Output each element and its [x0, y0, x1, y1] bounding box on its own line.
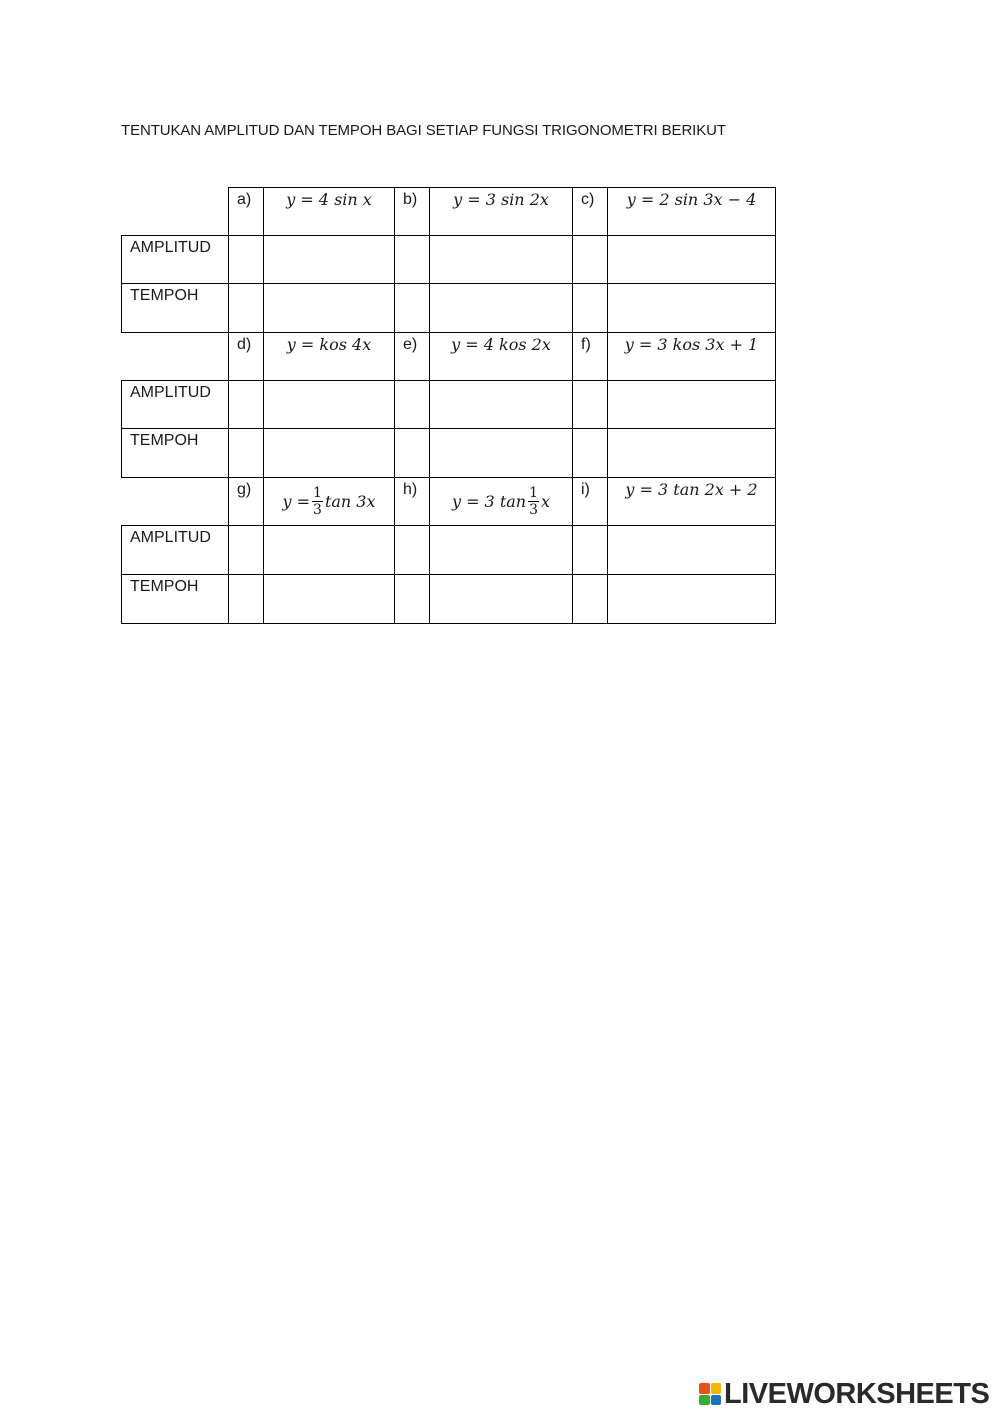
- tempoh-label: TEMPOH: [121, 283, 229, 333]
- formula-e: y = 4 kos 2x: [429, 332, 573, 381]
- formula-i: y = 3 tan 2x + 2: [607, 477, 776, 526]
- letter-spacer: [572, 428, 608, 478]
- letter-spacer: [228, 428, 264, 478]
- answer-amplitud-d[interactable]: [263, 380, 395, 429]
- fraction-denominator: 3: [313, 501, 322, 518]
- answer-amplitud-a[interactable]: [263, 235, 395, 284]
- fraction-numerator: 1: [313, 484, 322, 501]
- fraction: [312, 485, 323, 518]
- logo-square: [699, 1383, 710, 1394]
- letter-spacer: [572, 380, 608, 429]
- answer-tempoh-d[interactable]: [263, 428, 395, 478]
- formula-h-prefix: y = 3 tan: [451, 491, 527, 511]
- liveworksheets-logo-icon: [699, 1383, 721, 1405]
- letter-spacer: [394, 380, 430, 429]
- letter-spacer: [572, 525, 608, 575]
- answer-amplitud-c[interactable]: [607, 235, 776, 284]
- tempoh-label: TEMPOH: [121, 574, 229, 624]
- letter-spacer: [228, 235, 264, 284]
- formula-g: [263, 477, 395, 526]
- formula-d: y = kos 4x: [263, 332, 395, 381]
- letter-spacer: [572, 574, 608, 624]
- item-letter-d: d): [228, 332, 264, 381]
- answer-tempoh-e[interactable]: [429, 428, 573, 478]
- letter-spacer: [228, 283, 264, 333]
- formula-a: y = 4 sin x: [263, 187, 395, 236]
- answer-amplitud-b[interactable]: [429, 235, 573, 284]
- amplitud-label: AMPLITUD: [121, 380, 229, 429]
- letter-spacer: [228, 574, 264, 624]
- formula-f: y = 3 kos 3x + 1: [607, 332, 776, 381]
- letter-spacer: [394, 428, 430, 478]
- liveworksheets-brand: LIVEWORKSHEETS: [724, 1377, 990, 1410]
- letter-spacer: [394, 283, 430, 333]
- item-letter-a: a): [228, 187, 264, 236]
- formula-h: [429, 477, 573, 526]
- answer-tempoh-f[interactable]: [607, 428, 776, 478]
- answer-tempoh-i[interactable]: [607, 574, 776, 624]
- item-letter-c: c): [572, 187, 608, 236]
- item-letter-f: f): [572, 332, 608, 381]
- letter-spacer: [394, 525, 430, 575]
- formula-g-prefix: y =: [282, 491, 311, 511]
- answer-tempoh-a[interactable]: [263, 283, 395, 333]
- answer-tempoh-b[interactable]: [429, 283, 573, 333]
- letter-spacer: [228, 380, 264, 429]
- answer-amplitud-g[interactable]: [263, 525, 395, 575]
- formula-g-suffix: tan 3x: [324, 491, 376, 511]
- liveworksheets-logo: [699, 1379, 989, 1409]
- answer-amplitud-h[interactable]: [429, 525, 573, 575]
- fraction-denominator: 3: [529, 501, 539, 518]
- item-letter-e: e): [394, 332, 430, 381]
- answer-amplitud-e[interactable]: [429, 380, 573, 429]
- formula-c: y = 2 sin 3x − 4: [607, 187, 776, 236]
- answer-amplitud-i[interactable]: [607, 525, 776, 575]
- item-letter-i: i): [572, 477, 608, 526]
- item-letter-h: h): [394, 477, 430, 526]
- item-letter-b: b): [394, 187, 430, 236]
- trig-functions-table: [121, 187, 776, 624]
- amplitud-label: AMPLITUD: [121, 525, 229, 575]
- fraction-numerator: 1: [529, 484, 539, 501]
- letter-spacer: [394, 574, 430, 624]
- amplitud-label: AMPLITUD: [121, 235, 229, 284]
- letter-spacer: [394, 235, 430, 284]
- letter-spacer: [572, 283, 608, 333]
- letter-spacer: [572, 235, 608, 284]
- fraction: [528, 485, 539, 518]
- logo-square: [699, 1395, 710, 1406]
- tempoh-label: TEMPOH: [121, 428, 229, 478]
- formula-b: y = 3 sin 2x: [429, 187, 573, 236]
- answer-tempoh-c[interactable]: [607, 283, 776, 333]
- formula-h-suffix: x: [541, 491, 551, 511]
- item-letter-g: g): [228, 477, 264, 526]
- letter-spacer: [228, 525, 264, 575]
- logo-square: [711, 1383, 722, 1394]
- answer-tempoh-h[interactable]: [429, 574, 573, 624]
- logo-square: [711, 1395, 722, 1406]
- answer-amplitud-f[interactable]: [607, 380, 776, 429]
- answer-tempoh-g[interactable]: [263, 574, 395, 624]
- worksheet-instruction: TENTUKAN AMPLITUD DAN TEMPOH BAGI SETIAP FUNGSI TRIGONOMETRI BERIKUT: [121, 122, 726, 139]
